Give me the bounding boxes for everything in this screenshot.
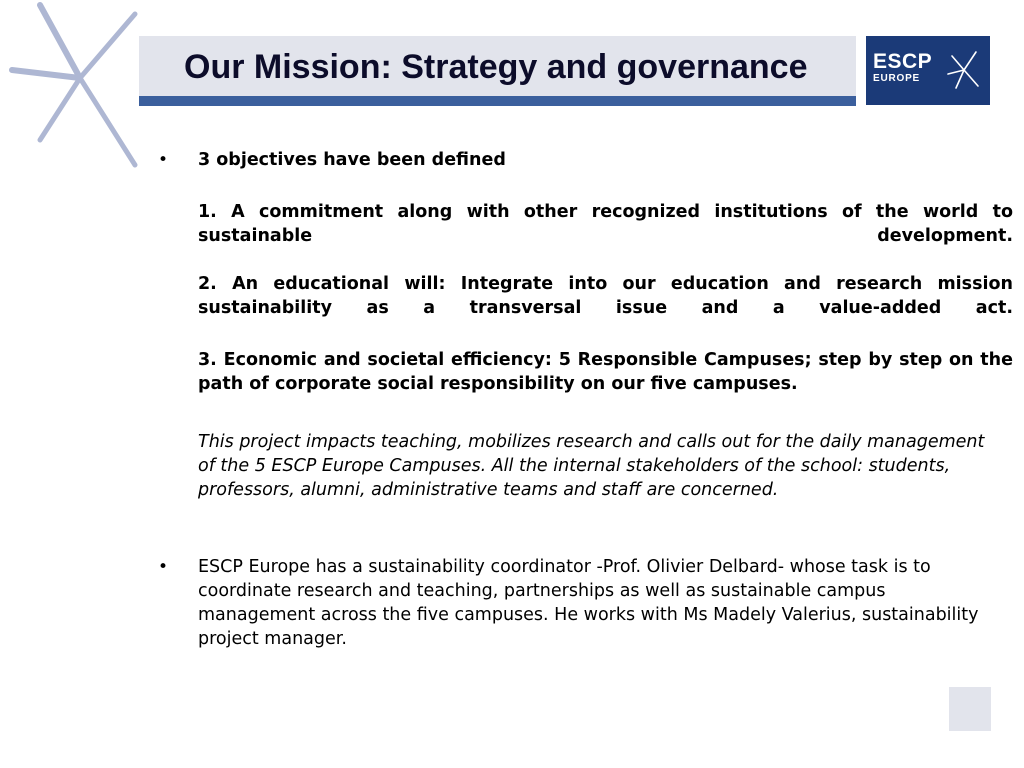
objective-2: 2. An educational will: Integrate into our education and research mission sustainability as a transversal issue and a value-added act. xyxy=(198,274,1013,318)
escp-europe-logo xyxy=(866,36,990,105)
logo-line-2: EUROPE xyxy=(873,73,921,84)
slide-title: Our Mission: Strategy and governance xyxy=(184,48,808,86)
corner-decoration xyxy=(949,687,991,731)
logo-star-icon xyxy=(946,48,982,92)
coordinator-paragraph: ESCP Europe has a sustainability coordinator -Prof. Olivier Delbard- whose task is to coordinate research and teaching, partnerships as well as sustainable campus management across the five campuses. He works with Ms Madely Valerius, sustainability project manager. xyxy=(198,557,979,649)
objective-3: 3. Economic and societal efficiency: 5 Responsible Campuses; step by step on the path of corporate social responsibility on our five campuses. xyxy=(198,350,1013,394)
objective-1: 1. A commitment along with other recognized institutions of the world to sustainable development. xyxy=(198,202,1013,246)
bullet-marker: • xyxy=(158,557,169,577)
logo-line-1: ESCP xyxy=(873,50,933,73)
bullet-marker: • xyxy=(158,150,169,170)
project-note: This project impacts teaching, mobilizes research and calls out for the daily management of the 5 ESCP Europe Campuses. All the internal stakeholders of the school: students, professors, alumni, administrative teams and staff are concerned. xyxy=(198,432,985,500)
star-decoration-icon xyxy=(0,0,150,175)
title-accent-bar xyxy=(139,96,856,106)
objectives-heading: 3 objectives have been defined xyxy=(198,150,506,170)
